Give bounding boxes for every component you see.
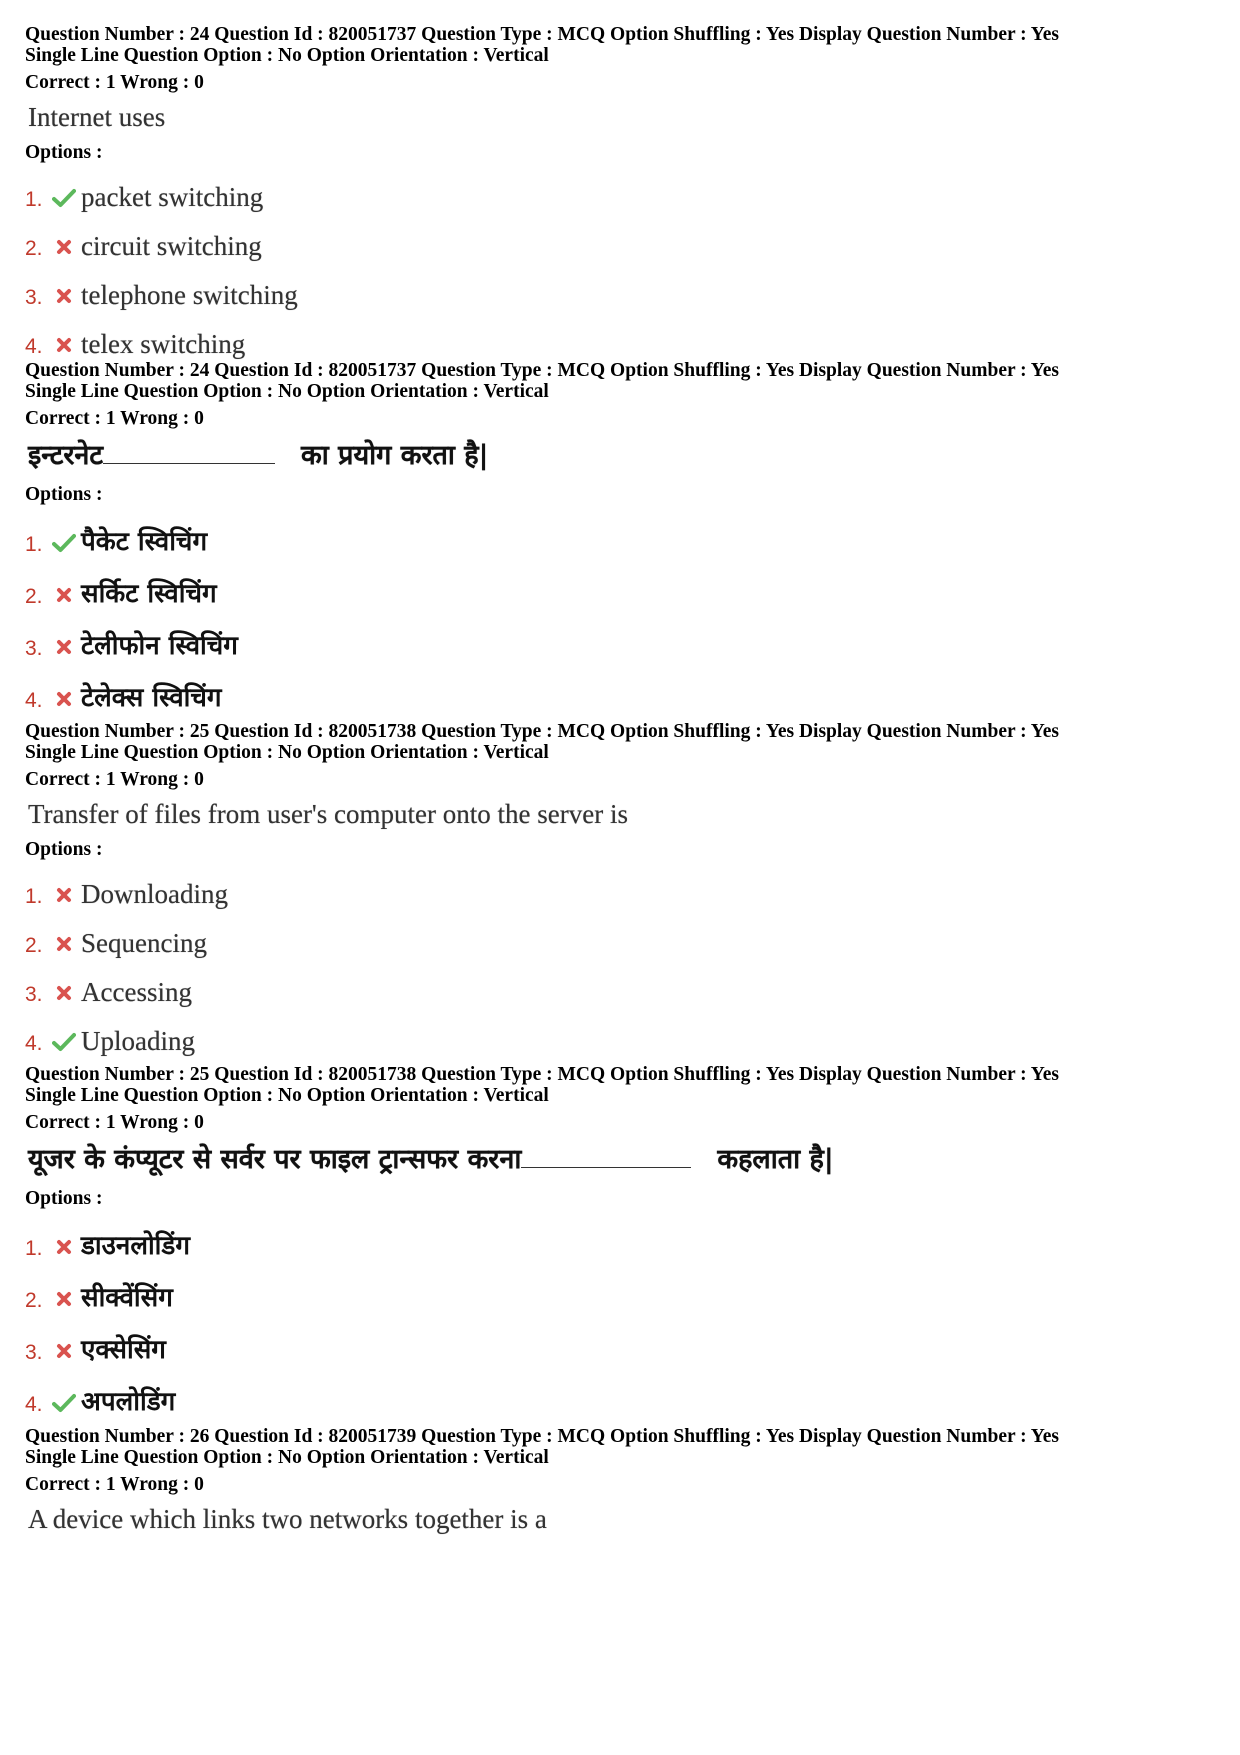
option-text: circuit switching xyxy=(81,231,262,261)
option-item xyxy=(25,558,1215,610)
option-text: packet switching xyxy=(81,182,264,212)
question-meta-line2: Single Line Question Option : No Option Orientation : Vertical xyxy=(25,742,549,763)
question-text-after: का प्रयोग करता है| xyxy=(300,440,489,471)
option-item xyxy=(25,1366,1215,1418)
option-number: 4. xyxy=(25,1032,43,1055)
option-number: 1. xyxy=(25,1237,43,1260)
option-item xyxy=(25,1262,1215,1314)
option-text: एक्सेसिंग xyxy=(81,1335,166,1365)
option-item xyxy=(25,213,1215,262)
question-text: A device which links two networks together is a xyxy=(28,1504,547,1534)
option-text: Sequencing xyxy=(81,928,207,958)
option-item xyxy=(25,506,1215,558)
question-meta-line1: Question Number : 25 Question Id : 820051738 Question Type : MCQ Option Shuffling : Yes Display Question Number : Yes xyxy=(25,721,1059,742)
question-block xyxy=(25,1426,1215,1536)
option-number: 4. xyxy=(25,335,43,358)
cross-icon xyxy=(49,687,79,711)
option-text: टेलेक्स स्विचिंग xyxy=(81,683,222,713)
question-text: Transfer of files from user's computer onto the server is xyxy=(28,799,628,829)
options-label: Options : xyxy=(25,839,103,860)
options-list xyxy=(25,164,1215,360)
cross-icon xyxy=(49,883,79,907)
cross-icon xyxy=(49,981,79,1005)
option-text: telex switching xyxy=(81,329,246,359)
question-meta-line1: Question Number : 25 Question Id : 820051738 Question Type : MCQ Option Shuffling : Yes Display Question Number : Yes xyxy=(25,1064,1059,1085)
option-number: 2. xyxy=(25,237,43,260)
cross-icon xyxy=(49,284,79,308)
option-text: पैकेट स्विचिंग xyxy=(81,527,208,557)
options-list xyxy=(25,506,1215,714)
option-text: Uploading xyxy=(81,1026,195,1056)
options-label: Options : xyxy=(25,142,103,163)
question-score: Correct : 1 Wrong : 0 xyxy=(25,408,204,429)
question-text xyxy=(28,436,1215,476)
answer-blank xyxy=(103,439,275,464)
cross-icon xyxy=(49,583,79,607)
question-block xyxy=(25,721,1215,1057)
option-item xyxy=(25,262,1215,311)
option-item xyxy=(25,311,1215,360)
option-item xyxy=(25,610,1215,662)
options-label: Options : xyxy=(25,1188,103,1209)
question-meta-line2: Single Line Question Option : No Option Orientation : Vertical xyxy=(25,45,549,66)
option-text: सर्किट स्विचिंग xyxy=(81,579,217,609)
option-number: 4. xyxy=(25,689,43,712)
check-icon xyxy=(49,1030,79,1054)
cross-icon xyxy=(49,932,79,956)
question-meta-line1: Question Number : 26 Question Id : 820051739 Question Type : MCQ Option Shuffling : Yes Display Question Number : Yes xyxy=(25,1426,1059,1447)
option-text: अपलोडिंग xyxy=(81,1387,176,1417)
options-label: Options : xyxy=(25,484,103,505)
option-number: 3. xyxy=(25,1341,43,1364)
option-number: 3. xyxy=(25,983,43,1006)
cross-icon xyxy=(49,1287,79,1311)
question-score: Correct : 1 Wrong : 0 xyxy=(25,1474,204,1495)
question-text-after: कहलाता है| xyxy=(717,1144,834,1175)
option-item xyxy=(25,1210,1215,1262)
question-meta-line1: Question Number : 24 Question Id : 820051737 Question Type : MCQ Option Shuffling : Yes Display Question Number : Yes xyxy=(25,24,1059,45)
option-number: 3. xyxy=(25,637,43,660)
check-icon xyxy=(49,186,79,210)
question-meta-line1: Question Number : 24 Question Id : 820051737 Question Type : MCQ Option Shuffling : Yes Display Question Number : Yes xyxy=(25,360,1059,381)
cross-icon xyxy=(49,1339,79,1363)
check-icon xyxy=(49,1391,79,1415)
question-block xyxy=(25,1064,1215,1418)
question-text-before: यूजर के कंप्यूटर से सर्वर पर फाइल ट्रान्सफर करना xyxy=(28,1144,522,1175)
option-number: 1. xyxy=(25,885,43,908)
cross-icon xyxy=(49,333,79,357)
option-number: 2. xyxy=(25,1289,43,1312)
question-score: Correct : 1 Wrong : 0 xyxy=(25,1112,204,1133)
option-item xyxy=(25,861,1215,910)
option-number: 1. xyxy=(25,533,43,556)
option-text: टेलीफोन स्विचिंग xyxy=(81,631,238,661)
question-block xyxy=(25,360,1215,714)
question-text: Internet uses xyxy=(28,102,166,132)
question-meta-line2: Single Line Question Option : No Option Orientation : Vertical xyxy=(25,1447,549,1468)
question-score: Correct : 1 Wrong : 0 xyxy=(25,769,204,790)
option-number: 2. xyxy=(25,934,43,957)
option-item xyxy=(25,910,1215,959)
question-meta-line2: Single Line Question Option : No Option Orientation : Vertical xyxy=(25,1085,549,1106)
check-icon xyxy=(49,531,79,555)
option-item xyxy=(25,1314,1215,1366)
option-number: 4. xyxy=(25,1393,43,1416)
question-block xyxy=(25,24,1215,360)
option-item xyxy=(25,662,1215,714)
options-list xyxy=(25,1210,1215,1418)
question-meta-line2: Single Line Question Option : No Option Orientation : Vertical xyxy=(25,381,549,402)
question-text xyxy=(28,1140,1215,1180)
options-list xyxy=(25,861,1215,1057)
option-text: डाउनलोडिंग xyxy=(81,1231,190,1261)
cross-icon xyxy=(49,1235,79,1259)
option-text: Downloading xyxy=(81,879,228,909)
option-number: 2. xyxy=(25,585,43,608)
question-score: Correct : 1 Wrong : 0 xyxy=(25,72,204,93)
cross-icon xyxy=(49,235,79,259)
option-item xyxy=(25,959,1215,1008)
question-text-before: इन्टरनेट xyxy=(28,440,103,471)
option-number: 1. xyxy=(25,188,43,211)
option-text: Accessing xyxy=(81,977,192,1007)
option-item xyxy=(25,164,1215,213)
option-number: 3. xyxy=(25,286,43,309)
option-text: telephone switching xyxy=(81,280,298,310)
option-text: सीक्वेंसिंग xyxy=(81,1283,173,1313)
option-item xyxy=(25,1008,1215,1057)
answer-blank xyxy=(521,1143,691,1168)
cross-icon xyxy=(49,635,79,659)
